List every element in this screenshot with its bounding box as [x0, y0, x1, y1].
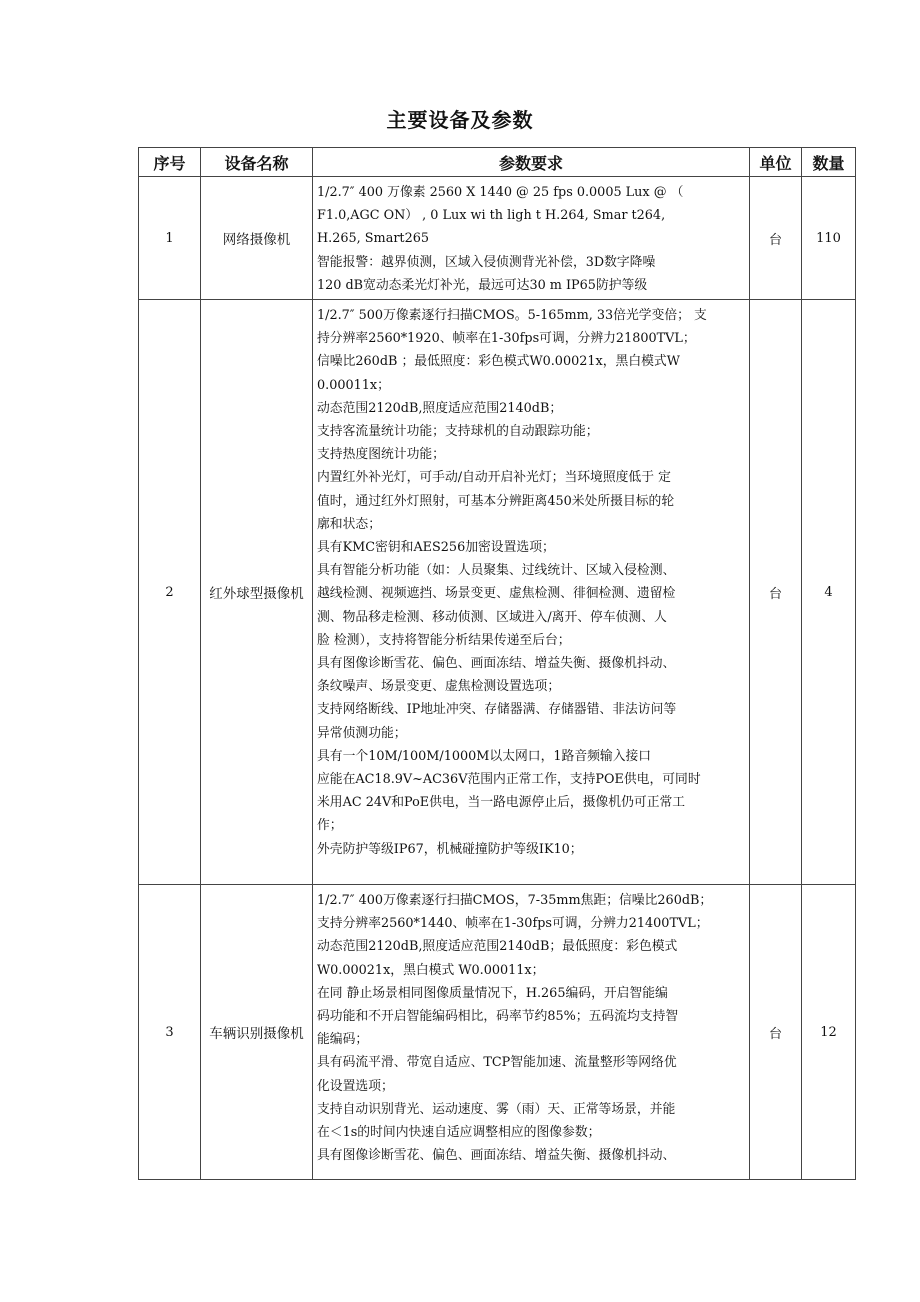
param-line: 内置红外补光灯，可手动/自动开启补光灯；当环境照度低于 定	[317, 470, 671, 486]
param-line: H.265, Smart265	[317, 231, 430, 247]
param-line: W0.00021x，黑白模式 W0.00011x；	[317, 962, 545, 978]
header-name: 设备名称	[201, 148, 313, 177]
param-line: 越线检测、视频遮挡、场景变更、虚焦检测、徘徊检测、遗留检	[317, 586, 676, 602]
row-qty: 12	[802, 885, 856, 1180]
param-line: 支持热度图统计功能；	[317, 447, 445, 463]
param-line: 信噪比260dB ；最低照度：彩色模式W0.00021x，黑白模式W	[317, 354, 680, 370]
table-row	[139, 300, 856, 885]
param-line: 应能在AC18.9V~AC36V范围内正常工作，支持POE供电，可同时	[317, 772, 701, 788]
param-line: 化设置选项；	[317, 1078, 394, 1094]
param-line: 支持客流量统计功能；支持球机的自动跟踪功能；	[317, 424, 599, 440]
table-row	[139, 177, 856, 300]
row-params	[313, 885, 750, 1180]
row-no: 3	[139, 885, 201, 1180]
param-line: 外壳防护等级IP67，机械碰撞防护等级IK10；	[317, 841, 583, 857]
row-device-name: 网络摄像机	[201, 177, 313, 300]
param-line: 支持自动识别背光、运动速度、雾（雨）天、正常等场景，并能	[317, 1101, 676, 1117]
param-line: 具有一个10M/100M/1000M以太网口，1路音频输入接口	[317, 748, 652, 764]
header-unit: 单位	[750, 148, 802, 177]
param-line: 作；	[317, 818, 343, 834]
param-line: 值时，通过红外灯照射，可基本分辨距离450米处所摄目标的轮	[317, 493, 675, 509]
param-line: 能编码；	[317, 1032, 369, 1048]
equipment-table	[138, 147, 856, 1180]
param-line: 动态范围2120dB,照度适应范围2140dB；最低照度：彩色模式	[317, 939, 678, 955]
row-device-name: 红外球型摄像机	[201, 300, 313, 885]
param-line: 异常侦测功能；	[317, 725, 407, 741]
param-line: 在＜1s的时间内快速自适应调整相应的图像参数；	[317, 1125, 601, 1141]
row-unit: 台	[750, 177, 802, 300]
page-title: 主要设备及参数	[386, 108, 534, 132]
param-line: 测、物品移走检测、移动侦测、区域进入/离开、停车侦测、人	[317, 609, 667, 625]
row-unit: 台	[750, 885, 802, 1180]
row-params	[313, 300, 750, 885]
table-header-row	[139, 148, 856, 177]
param-line: F1.0,AGC ON） , 0 Lux wi th ligh t H.264, Smar t264,	[317, 208, 666, 224]
row-no: 1	[139, 177, 201, 300]
row-no: 2	[139, 300, 201, 885]
param-line: 具有KMC密钥和AES256加密设置选项；	[317, 540, 555, 556]
table-row	[139, 885, 856, 1180]
param-line: 具有图像诊断雪花、偏色、画面冻结、增益失衡、摄像机抖动、	[317, 1148, 676, 1164]
row-unit: 台	[750, 300, 802, 885]
param-line: 条纹噪声、场景变更、虚焦检测设置选项；	[317, 679, 561, 695]
param-line: 动态范围2120dB,照度适应范围2140dB；	[317, 400, 563, 416]
row-qty: 110	[802, 177, 856, 300]
param-line: 1/2.7″ 400万像素逐行扫描CMOS，7-35mm焦距；信噪比260dB；	[317, 893, 713, 908]
header-params: 参数要求	[313, 148, 750, 177]
param-line: 脸 检测），支持将智能分析结果传递至后台；	[317, 632, 571, 648]
param-line: 120 dB宽动态柔光灯补光，最远可达30 m IP65防护等级	[317, 277, 648, 293]
param-line: 廓和状态；	[317, 516, 381, 532]
header-no: 序号	[139, 148, 201, 177]
row-params	[313, 177, 750, 300]
param-line: 1/2.7″ 500万像素逐行扫描CMOS。5-165mm, 33倍光学变倍； 支	[317, 308, 707, 323]
param-line: 具有智能分析功能（如：人员聚集、过线统计、区域入侵检测、	[317, 563, 676, 579]
param-line: 支持网络断线、IP地址冲突、存储器满、存储器错、非法访问等	[317, 702, 677, 718]
param-line: 0.00011x；	[317, 377, 390, 393]
header-qty: 数量	[802, 148, 856, 177]
param-line: 持分辨率2560*1920、帧率在1-30fps可调，分辨力21800TVL；	[317, 331, 696, 347]
param-line: 米用AC 24V和PoE供电，当一路电源停止后，摄像机仍可正常工	[317, 795, 686, 811]
param-line: 具有码流平滑、带宽自适应、TCP智能加速、流量整形等网络优	[317, 1055, 677, 1071]
param-line: 支持分辨率2560*1440、帧率在1-30fps可调，分辨力21400TVL；	[317, 916, 709, 932]
row-qty: 4	[802, 300, 856, 885]
row-device-name: 车辆识别摄像机	[201, 885, 313, 1180]
param-line: 码功能和不开启智能编码相比，码率节约85%；五码流均支持智	[317, 1009, 679, 1025]
param-line: 在同 静止场景相同图像质量情况下，H.265编码，开启智能编	[317, 985, 668, 1001]
param-line: 1/2.7″ 400 万像素 2560 X 1440 @ 25 fps 0.0005 Lux @ （	[317, 185, 684, 200]
param-line: 智能报警：越界侦测，区域入侵侦测背光补偿，3D数字降噪	[317, 254, 656, 270]
param-line: 具有图像诊断雪花、偏色、画面冻结、增益失衡、摄像机抖动、	[317, 656, 676, 672]
